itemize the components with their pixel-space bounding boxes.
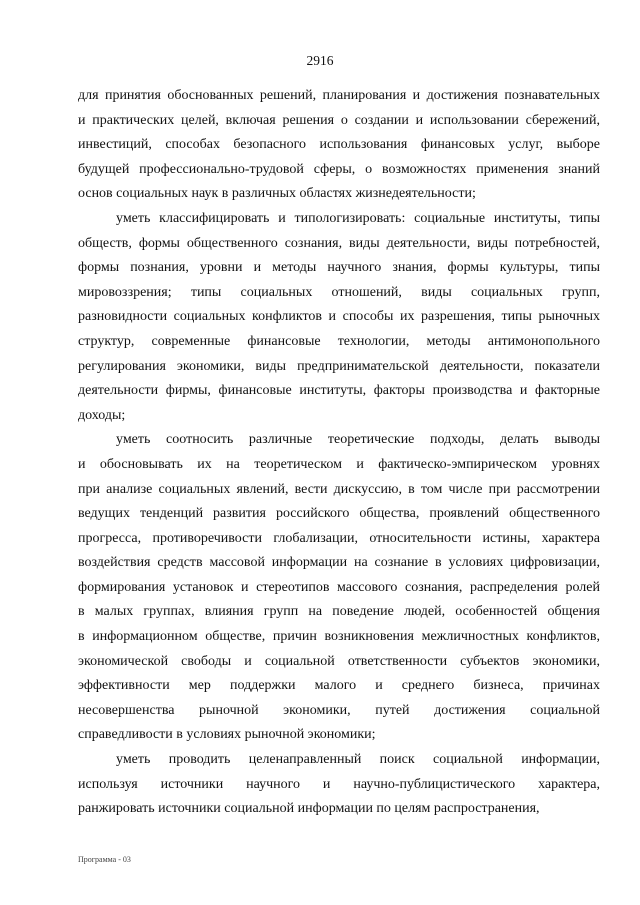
paragraph xyxy=(78,207,600,428)
text-line: основ социальных наук в различных областях жизнедеятельности; xyxy=(78,186,476,202)
text-line: структур, современные финансовые технологии, методы антимонопольного xyxy=(78,333,600,349)
page-number: 2916 xyxy=(306,53,334,68)
text-line: в информационном обществе, причин возникновения межличностных конфликтов, xyxy=(78,629,600,645)
text-line: уметь классифицировать и типологизировать: социальные институты, типы xyxy=(116,210,600,226)
text-line: мировоззрения; типы социальных отношений, виды социальных групп, xyxy=(78,284,600,300)
text-line: доходы; xyxy=(78,407,126,423)
text-line: справедливости в условиях рыночной экономики; xyxy=(78,727,376,743)
text-line: регулирования экономики, виды предпринимательской деятельности, показатели xyxy=(78,358,600,374)
text-line: ведущих тенденций развития российского общества, проявлений общественного xyxy=(78,506,600,522)
page-footer: Программа - 03 xyxy=(78,855,131,864)
text-line: и обосновывать их на теоретическом и фактическо-эмпирическом уровнях xyxy=(78,456,600,472)
text-line: экономической свободы и социальной ответственности субъектов экономики, xyxy=(78,653,600,669)
paragraph xyxy=(78,84,600,207)
paragraph xyxy=(78,748,600,822)
text-line: прогресса, противоречивости глобализации, относительности истины, характера xyxy=(78,530,600,546)
text-line: ранжировать источники социальной информации по целям распространения, xyxy=(78,801,540,817)
text-line: уметь соотносить различные теоретические подходы, делать выводы xyxy=(116,432,600,448)
text-line: инвестиций, способах безопасного использования финансовых услуг, выборе xyxy=(78,137,600,153)
text-line: формы познания, уровни и методы научного знания, формы культуры, типы xyxy=(78,260,600,276)
text-line: воздействия средств массовой информации на сознание в условиях цифровизации, xyxy=(78,555,600,571)
text-line: формирования установок и стереотипов массового сознания, распределения ролей xyxy=(78,579,600,595)
text-line: разновидности социальных конфликтов и способы их разрешения, типы рыночных xyxy=(78,309,600,325)
text-line: эффективности мер поддержки малого и среднего бизнеса, причинах xyxy=(78,678,600,694)
text-line: для принятия обоснованных решений, планирования и достижения познавательных xyxy=(78,88,600,103)
text-line: при анализе социальных явлений, вести дискуссию, в том числе при рассмотрении xyxy=(78,481,600,497)
document-body xyxy=(78,84,600,822)
text-line: в малых группах, влияния групп на поведение людей, особенностей общения xyxy=(78,604,600,620)
text-line: уметь проводить целенаправленный поиск социальной информации, xyxy=(116,752,600,768)
text-line: используя источники научного и научно-публицистического характера, xyxy=(78,776,600,792)
text-line: и практических целей, включая решения о создании и использовании сбережений, xyxy=(78,112,600,128)
text-line: деятельности фирмы, финансовые институты, факторы производства и факторные xyxy=(78,383,600,399)
text-line: обществ, формы общественного сознания, виды деятельности, виды потребностей, xyxy=(78,235,600,251)
paragraph xyxy=(78,428,600,748)
text-line: несовершенства рыночной экономики, путей достижения социальной xyxy=(78,702,600,718)
text-line: будущей профессионально-трудовой сферы, о возможностях применения знаний xyxy=(78,161,600,177)
